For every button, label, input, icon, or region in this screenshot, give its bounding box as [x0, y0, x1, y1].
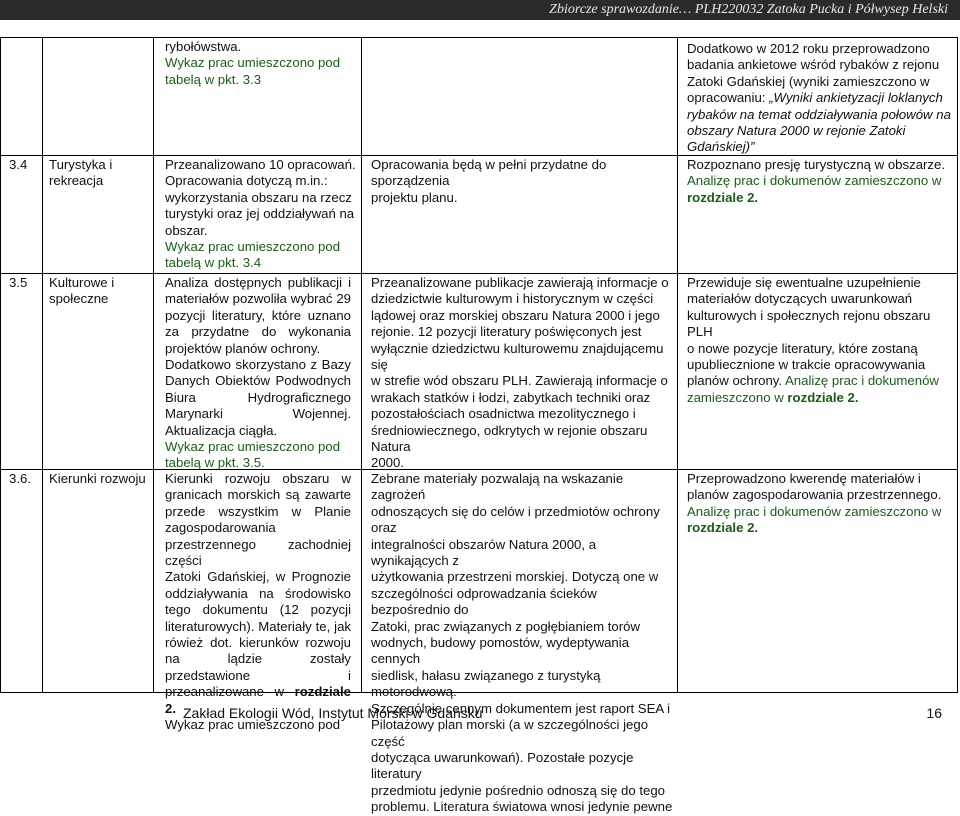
row3-number: 3.6. — [9, 471, 31, 486]
page-number: 16 — [926, 705, 942, 721]
column-divider — [677, 38, 678, 692]
running-header — [0, 0, 960, 20]
row2-description: Analiza dostępnych publikacji i materiałów pozwoliła wybrać 29 pozycji literatury, które uznano za przydatne do wykonania projektów planów ochrony. Dodatkowo skorzystano z Bazy Danych Obiektów Podwodnych Biura Hydrograficznego Marynarki Wojennej. Aktualizacja ciągła. Wykaz prac umieszczono pod tabelą w pkt. 3.5. — [165, 275, 351, 471]
row3-category: Kierunki rozwoju — [49, 471, 146, 486]
header-title: Zbiorcze sprawozdanie… PLH220032 Zatoka Pucka i Półwysep Helski — [549, 2, 948, 17]
row1-notes: Rozpoznano presję turystyczną w obszarze. Analizę prac i dokumenów zamieszczono w rozdziale 2. — [687, 157, 946, 205]
row2-notes: Przewiduje się ewentualne uzupełnienie materiałów dotyczących uwarunkowań kulturowych i społecznych rejonu obszaru PLH o nowe pozycje literatury, które zostaną upubliecznione w trakcie opracowywania planów ochrony. Analizę prac i dokumenów zamieszczono w rozdziale 2. — [687, 275, 939, 405]
row2-number: 3.5 — [9, 275, 28, 290]
page-footer — [0, 704, 960, 722]
row1-description: Przeanalizowano 10 opracowań. Opracowania dotyczą m.in.: wykorzystania obszaru na rzecz turystyki oraz jej oddziaływań na obszar. Wykaz prac umieszczono pod tabelą w pkt. 3.4 — [165, 157, 356, 271]
row1-usefulness: Opracowania będą w pełni przydatne do sporządzenia projektu planu. — [371, 157, 607, 205]
row2-category: Kulturowe i społeczne — [49, 275, 115, 307]
row3-description: Kierunki rozwoju obszaru w granicach morskich są zawarte przede wszystkim w Planie zagospodarowania przestrzennego zachodniej części Zatoki Gdańskiej, w Prognozie oddziaływania na środowisko tego dokumentu (12 pozycji literaturowych). Materiały te, jak rówież dot. kierunków rozwoju na lądzie zostały przedstawione i przeanalizowane w rozdziale 2. Wykaz prac umieszczono pod — [165, 471, 351, 733]
row3-usefulness: Zebrane materiały pozwalają na wskazanie zagrożeń odnoszących się do celów i przedmiotów ochrony oraz integralności obszarów Natura 2000, a wynikających z użytkowania przestrzeni morskiej. Dotyczą one w szczególności odprowadzania ścieków bezpośrednio do Zatoki, prac związanych z pogłębianiem torów wodnych, budowy pomostów, wydeptywania cennych siedlisk, hałasu związanego z turystyką motorodwową. Szczególnie cennym dokumentem jest raport SEA i Pilotażowy plan morski (a w szczególności jego część dotycząca uwarunkowań). Pozostałe pozycje literatury przedmiotu jedynie pośrednio odnoszą się do tego problemu. Literatura światowa wnosi jedynie pewne — [371, 471, 673, 815]
row0-description: rybołówstwa. Wykaz prac umieszczono pod tabelą w pkt. 3.3 — [165, 39, 341, 87]
row3-notes: Przeprowadzono kwerendę materiałów i planów zagospodarowania przestrzennego. Analizę prac i dokumenów zamieszczono w rozdziale 2. — [687, 471, 942, 536]
column-divider — [42, 38, 43, 692]
column-divider — [361, 38, 362, 692]
row1-number: 3.4 — [9, 157, 28, 172]
column-divider — [153, 38, 154, 692]
row0-notes: Dodatkowo w 2012 roku przeprowadzono badania ankietowe wśród rybaków z rejonu Zatoki Gdańskiej (wyniki zamieszczono w opracowaniu: „Wyniki ankietyzacji loklanych rybaków na temat oddziaływania połowów na obszary Natura 2000 w rejonie Zatoki Gdańskiej)” — [687, 41, 951, 155]
row2-usefulness: Przeanalizowane publikacje zawierają informacje o dziedzictwie kulturowym i historycznym w części lądowej oraz morskiej obszaru Natura 2000 i jego rejonie. 12 pozycji literatury poświęconych jest wyłącznie dziedzictwu kulturowemu znajdującemu się w strefie wód obszaru PLH. Zawierają informacje o wrakach statków i łodzi, zabytkach techniki oraz pozostałościach osadnictwa mezolitycznego i średniowiecznego, odkrytych w rejonie obszaru Natura 2000. — [371, 275, 669, 471]
row-divider — [1, 273, 957, 274]
footer-institution: Zakład Ekologii Wód, Instytut Morski w Gdańsku — [183, 705, 483, 721]
row1-category: Turystyka i rekreacja — [49, 157, 113, 189]
